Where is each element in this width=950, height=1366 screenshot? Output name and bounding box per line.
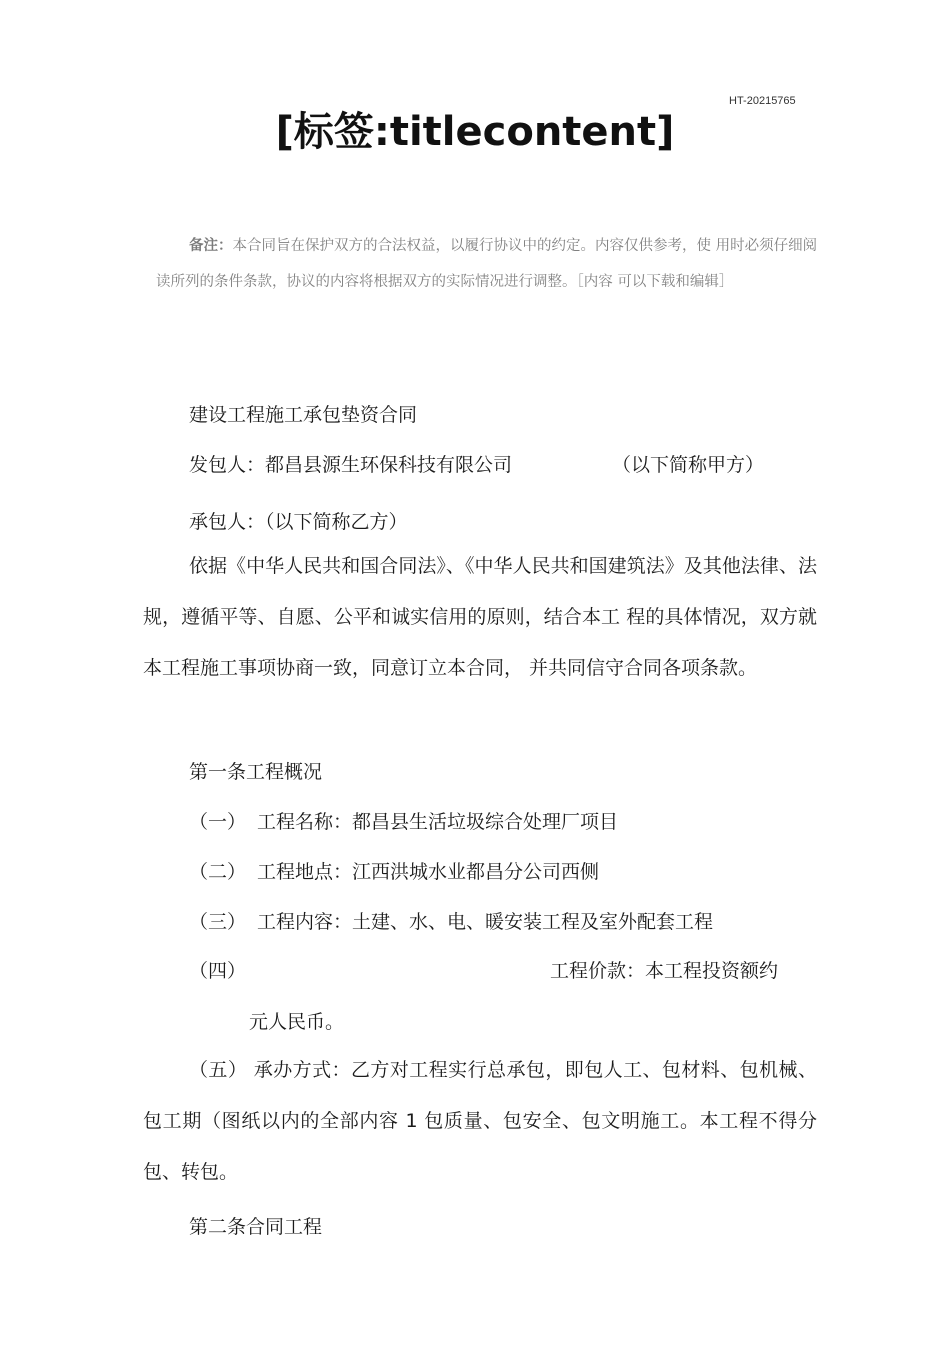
- item-3-number: （三）: [189, 911, 247, 933]
- note-text: 本合同旨在保护双方的合法权益，以履行协议中的约定。内容仅供参考，使 用时必须仔细阅读所列的条件条款，协议的内容将根据双方的实际情况进行调整。［内容 可以下载和编辑］: [156, 238, 818, 290]
- disclaimer-note: [156, 228, 818, 300]
- note-label: 备注：: [189, 238, 233, 254]
- item-5-number: （五）: [189, 1059, 248, 1081]
- party-a: 发包人：都昌县源生环保科技有限公司: [189, 454, 513, 476]
- item-5-text: 承办方式：乙方对工程实行总承包，即包人工、包材料、包机械、包工期（图纸以内的全部内容 1 包质量、包安全、包文明施工。本工程不得分包、转包。: [143, 1059, 817, 1183]
- item-2-text: 工程地点：江西洪城水业都昌分公司西侧: [257, 861, 600, 883]
- party-a-alias: （以下简称甲方）: [612, 454, 765, 476]
- item-2-number: （二）: [189, 861, 247, 883]
- item-5: [143, 1045, 817, 1198]
- article-1-title: 第一条工程概况: [189, 761, 323, 783]
- contract-name: 建设工程施工承包垫资合同: [189, 404, 418, 426]
- item-4-continuation: 元人民币。: [249, 1011, 345, 1033]
- item-4-number: （四）: [189, 960, 247, 982]
- document-code: HT-20215765: [729, 95, 796, 107]
- document-title: [标签:titlecontent]: [275, 109, 675, 155]
- party-b: 承包人：（以下简称乙方）: [189, 511, 408, 533]
- item-1: [189, 807, 618, 837]
- article-2-title: 第二条合同工程: [189, 1216, 323, 1238]
- item-4-text: 工程价款：本工程投资额约: [550, 960, 779, 982]
- item-3-text: 工程内容：土建、水、电、暖安装工程及室外配套工程: [257, 911, 714, 933]
- item-1-number: （一）: [189, 811, 247, 833]
- item-2: [189, 857, 599, 887]
- preamble-paragraph: 依据《中华人民共和国合同法》、《中华人民共和国建筑法》及其他法律、法规，遵循平等、自愿、公平和诚实信用的原则，结合本工 程的具体情况，双方就本工程施工事项协商一致，同意订立本合同， 并共同信守合同各项条款。: [143, 555, 817, 679]
- item-3: [189, 907, 713, 937]
- item-1-text: 工程名称：都昌县生活垃圾综合处理厂项目: [257, 811, 619, 833]
